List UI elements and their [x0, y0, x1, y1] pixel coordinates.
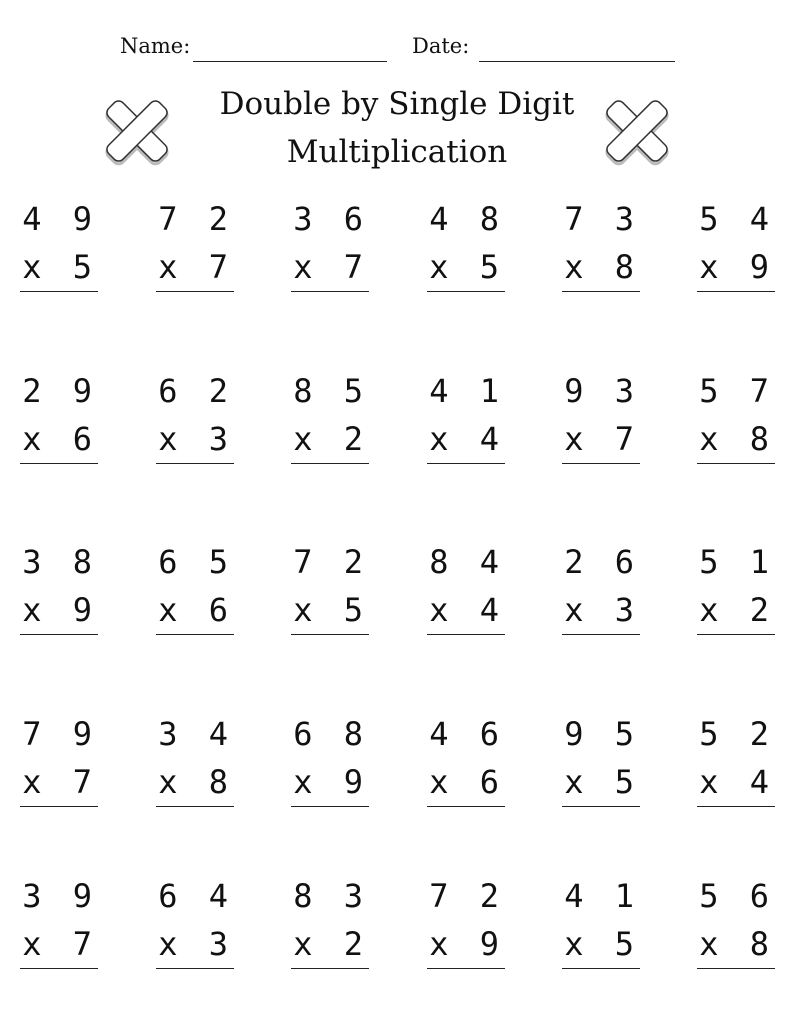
- answer-line: [427, 806, 505, 807]
- problem-1-4: [427, 200, 505, 310]
- multiplicand: 6 2: [158, 372, 234, 410]
- problem-5-2: [156, 877, 234, 987]
- multiplier: x 9: [429, 925, 505, 963]
- multiplicand: 7 9: [22, 715, 98, 753]
- date-label: Date:: [412, 34, 470, 58]
- multiplicand: 7 2: [429, 877, 505, 915]
- problem-4-5: [562, 715, 640, 825]
- multiplicand: 3 8: [22, 543, 98, 581]
- problem-3-4: [427, 543, 505, 653]
- answer-line: [697, 463, 775, 464]
- multiplicand: 8 3: [293, 877, 369, 915]
- answer-line: [427, 968, 505, 969]
- name-label: Name:: [120, 34, 191, 58]
- multiplicand: 6 8: [293, 715, 369, 753]
- problem-4-4: [427, 715, 505, 825]
- answer-line: [697, 291, 775, 292]
- multiplicand: 5 2: [699, 715, 775, 753]
- multiplier: x 9: [699, 248, 775, 286]
- problem-5-5: [562, 877, 640, 987]
- multiplier: x 8: [158, 763, 234, 801]
- multiplicand: 7 3: [564, 200, 640, 238]
- problem-3-2: [156, 543, 234, 653]
- problem-2-4: [427, 372, 505, 482]
- multiplier: x 4: [699, 763, 775, 801]
- multiplier: x 2: [699, 591, 775, 629]
- multiplier: x 7: [22, 925, 98, 963]
- answer-line: [697, 634, 775, 635]
- multiplier: x 2: [293, 420, 369, 458]
- multiplicand: 7 2: [293, 543, 369, 581]
- problem-4-1: [20, 715, 98, 825]
- answer-line: [291, 634, 369, 635]
- multiplicand: 3 9: [22, 877, 98, 915]
- answer-line: [156, 291, 234, 292]
- multiplier: x 2: [293, 925, 369, 963]
- problem-4-3: [291, 715, 369, 825]
- multiplier: x 7: [564, 420, 640, 458]
- multiplicand: 4 1: [429, 372, 505, 410]
- problem-4-6: [697, 715, 775, 825]
- answer-line: [20, 291, 98, 292]
- answer-line: [562, 463, 640, 464]
- answer-line: [291, 463, 369, 464]
- answer-line: [291, 806, 369, 807]
- multiplier: x 7: [22, 763, 98, 801]
- problem-3-5: [562, 543, 640, 653]
- multiplicand: 2 9: [22, 372, 98, 410]
- multiplicand: 9 3: [564, 372, 640, 410]
- problem-5-3: [291, 877, 369, 987]
- multiplier: x 5: [564, 763, 640, 801]
- answer-line: [20, 806, 98, 807]
- problem-5-4: [427, 877, 505, 987]
- multiplier: x 5: [564, 925, 640, 963]
- answer-line: [562, 634, 640, 635]
- problem-1-6: [697, 200, 775, 310]
- answer-line: [20, 634, 98, 635]
- name-field[interactable]: [193, 61, 387, 62]
- multiplier: x 6: [22, 420, 98, 458]
- multiplicand: 5 6: [699, 877, 775, 915]
- multiplier: x 3: [158, 420, 234, 458]
- multiplier: x 9: [293, 763, 369, 801]
- problem-1-1: [20, 200, 98, 310]
- multiplier: x 4: [429, 420, 505, 458]
- multiplier: x 3: [158, 925, 234, 963]
- problem-2-3: [291, 372, 369, 482]
- problem-3-3: [291, 543, 369, 653]
- multiplicand: 4 6: [429, 715, 505, 753]
- multiplicand: 7 2: [158, 200, 234, 238]
- date-field[interactable]: [479, 61, 675, 62]
- multiplier: x 4: [429, 591, 505, 629]
- problem-3-1: [20, 543, 98, 653]
- multiplicand: 4 8: [429, 200, 505, 238]
- problem-2-1: [20, 372, 98, 482]
- multiplier: x 5: [293, 591, 369, 629]
- multiplicand: 3 6: [293, 200, 369, 238]
- answer-line: [427, 463, 505, 464]
- multiplicand: 8 5: [293, 372, 369, 410]
- problem-2-5: [562, 372, 640, 482]
- answer-line: [156, 463, 234, 464]
- multiplier: x 7: [293, 248, 369, 286]
- page-title-line-2: Multiplication: [286, 134, 508, 170]
- multiplicand: 8 4: [429, 543, 505, 581]
- problem-1-3: [291, 200, 369, 310]
- answer-line: [291, 291, 369, 292]
- problem-4-2: [156, 715, 234, 825]
- page-title-line-1: Double by Single Digit: [219, 86, 575, 122]
- multiplicand: 9 5: [564, 715, 640, 753]
- answer-line: [291, 968, 369, 969]
- multiplicand: 3 4: [158, 715, 234, 753]
- multiplicand: 5 1: [699, 543, 775, 581]
- multiplicand: 4 1: [564, 877, 640, 915]
- multiplier: x 6: [429, 763, 505, 801]
- answer-line: [427, 291, 505, 292]
- answer-line: [20, 463, 98, 464]
- multiplicand: 4 9: [22, 200, 98, 238]
- answer-line: [156, 806, 234, 807]
- problem-1-5: [562, 200, 640, 310]
- multiplier: x 8: [564, 248, 640, 286]
- multiplicand: 6 4: [158, 877, 234, 915]
- multiplier: x 6: [158, 591, 234, 629]
- multiplier: x 9: [22, 591, 98, 629]
- multiplier: x 8: [699, 925, 775, 963]
- multiplicand: 2 6: [564, 543, 640, 581]
- problem-5-6: [697, 877, 775, 987]
- answer-line: [697, 968, 775, 969]
- answer-line: [156, 634, 234, 635]
- multiplier: x 7: [158, 248, 234, 286]
- answer-line: [156, 968, 234, 969]
- problem-2-2: [156, 372, 234, 482]
- multiplicand: 5 7: [699, 372, 775, 410]
- answer-line: [20, 968, 98, 969]
- answer-line: [427, 634, 505, 635]
- answer-line: [697, 806, 775, 807]
- problem-3-6: [697, 543, 775, 653]
- answer-line: [562, 291, 640, 292]
- multiplicand: 5 4: [699, 200, 775, 238]
- answer-line: [562, 968, 640, 969]
- multiplier: x 5: [429, 248, 505, 286]
- problem-1-2: [156, 200, 234, 310]
- problem-5-1: [20, 877, 98, 987]
- multiplier: x 8: [699, 420, 775, 458]
- multiplicand: 6 5: [158, 543, 234, 581]
- problem-2-6: [697, 372, 775, 482]
- multiplier: x 5: [22, 248, 98, 286]
- answer-line: [562, 806, 640, 807]
- multiplier: x 3: [564, 591, 640, 629]
